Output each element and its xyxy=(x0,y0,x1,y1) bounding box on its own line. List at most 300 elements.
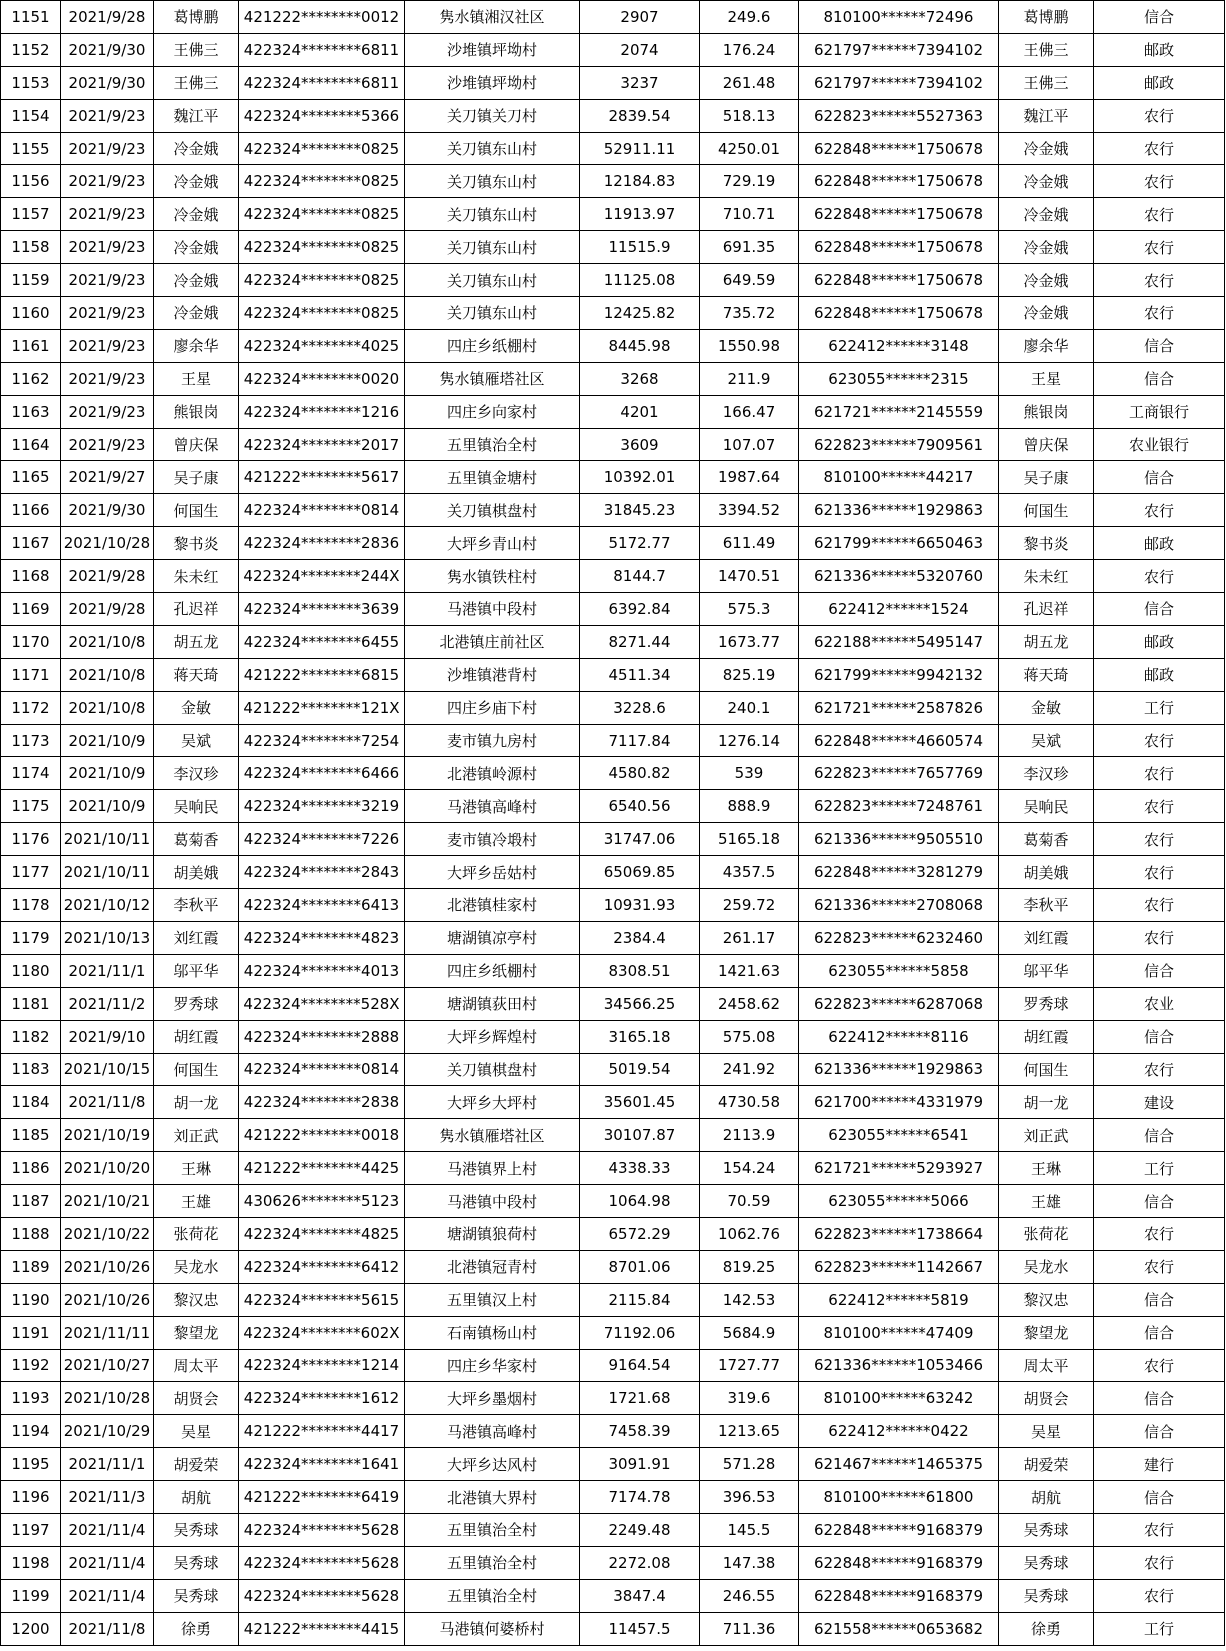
row-number-cell: 1190 xyxy=(1,1283,61,1316)
address-cell: 塘湖镇凉亭村 xyxy=(405,921,580,954)
table-row xyxy=(1,1,1225,34)
account-holder-cell: 周太平 xyxy=(999,1349,1094,1382)
table-row xyxy=(1,1152,1225,1185)
id-number-cell: 422324********0814 xyxy=(239,1053,405,1086)
account-number-cell: 623055******6541 xyxy=(799,1119,999,1152)
address-cell: 沙堆镇坪坳村 xyxy=(405,33,580,66)
amount-cell: 7117.84 xyxy=(580,724,700,757)
row-number-cell: 1177 xyxy=(1,856,61,889)
id-number-cell: 422324********5628 xyxy=(239,1513,405,1546)
bank-cell: 农行 xyxy=(1094,1053,1225,1086)
account-holder-cell: 胡爱荣 xyxy=(999,1448,1094,1481)
id-number-cell: 421222********4415 xyxy=(239,1612,405,1645)
subsidy-cell: 729.19 xyxy=(700,165,799,198)
subsidy-cell: 3394.52 xyxy=(700,494,799,527)
bank-cell: 工行 xyxy=(1094,1152,1225,1185)
account-number-cell: 622823******5527363 xyxy=(799,99,999,132)
account-holder-cell: 黎书炎 xyxy=(999,527,1094,560)
bank-cell: 农行 xyxy=(1094,297,1225,330)
amount-cell: 2115.84 xyxy=(580,1283,700,1316)
id-number-cell: 422324********1216 xyxy=(239,395,405,428)
date-cell: 2021/9/23 xyxy=(61,362,154,395)
account-number-cell: 621721******2145559 xyxy=(799,395,999,428)
table-row xyxy=(1,757,1225,790)
date-cell: 2021/10/20 xyxy=(61,1152,154,1185)
table-body xyxy=(1,1,1225,1646)
subsidy-cell: 70.59 xyxy=(700,1185,799,1218)
subsidy-cell: 241.92 xyxy=(700,1053,799,1086)
account-number-cell: 622848******9168379 xyxy=(799,1546,999,1579)
subsidy-cell: 710.71 xyxy=(700,198,799,231)
row-number-cell: 1183 xyxy=(1,1053,61,1086)
date-cell: 2021/10/26 xyxy=(61,1250,154,1283)
name-cell: 胡五龙 xyxy=(154,625,239,658)
id-number-cell: 422324********5615 xyxy=(239,1283,405,1316)
address-cell: 沙堆镇坪坳村 xyxy=(405,66,580,99)
account-number-cell: 621700******4331979 xyxy=(799,1086,999,1119)
bank-cell: 信合 xyxy=(1094,1283,1225,1316)
account-number-cell: 810100******63242 xyxy=(799,1382,999,1415)
subsidy-cell: 1213.65 xyxy=(700,1415,799,1448)
account-holder-cell: 胡航 xyxy=(999,1481,1094,1514)
id-number-cell: 422324********6811 xyxy=(239,33,405,66)
table-row xyxy=(1,625,1225,658)
id-number-cell: 422324********1641 xyxy=(239,1448,405,1481)
subsidy-cell: 575.3 xyxy=(700,593,799,626)
address-cell: 五里镇治全村 xyxy=(405,1579,580,1612)
table-row xyxy=(1,297,1225,330)
bank-cell: 信合 xyxy=(1094,1,1225,34)
address-cell: 北港镇岭源村 xyxy=(405,757,580,790)
name-cell: 胡一龙 xyxy=(154,1086,239,1119)
account-holder-cell: 吴子康 xyxy=(999,461,1094,494)
table-row xyxy=(1,264,1225,297)
row-number-cell: 1168 xyxy=(1,560,61,593)
bank-cell: 邮政 xyxy=(1094,33,1225,66)
bank-cell: 农行 xyxy=(1094,132,1225,165)
table-row xyxy=(1,1612,1225,1645)
subsidy-cell: 396.53 xyxy=(700,1481,799,1514)
date-cell: 2021/9/23 xyxy=(61,99,154,132)
date-cell: 2021/11/8 xyxy=(61,1612,154,1645)
subsidy-cell: 147.38 xyxy=(700,1546,799,1579)
table-row xyxy=(1,889,1225,922)
row-number-cell: 1181 xyxy=(1,987,61,1020)
date-cell: 2021/11/4 xyxy=(61,1513,154,1546)
amount-cell: 4511.34 xyxy=(580,658,700,691)
bank-cell: 工行 xyxy=(1094,691,1225,724)
account-holder-cell: 廖余华 xyxy=(999,329,1094,362)
subsidy-cell: 825.19 xyxy=(700,658,799,691)
address-cell: 麦市镇冷塅村 xyxy=(405,823,580,856)
id-number-cell: 422324********0825 xyxy=(239,165,405,198)
bank-cell: 邮政 xyxy=(1094,66,1225,99)
address-cell: 关刀镇关刀村 xyxy=(405,99,580,132)
table-row xyxy=(1,823,1225,856)
amount-cell: 2384.4 xyxy=(580,921,700,954)
table-row xyxy=(1,954,1225,987)
row-number-cell: 1178 xyxy=(1,889,61,922)
name-cell: 吴子康 xyxy=(154,461,239,494)
table-row xyxy=(1,1020,1225,1053)
date-cell: 2021/9/30 xyxy=(61,33,154,66)
subsidy-cell: 1276.14 xyxy=(700,724,799,757)
date-cell: 2021/10/9 xyxy=(61,757,154,790)
row-number-cell: 1175 xyxy=(1,790,61,823)
bank-cell: 农行 xyxy=(1094,1217,1225,1250)
id-number-cell: 422324********2888 xyxy=(239,1020,405,1053)
row-number-cell: 1171 xyxy=(1,658,61,691)
table-row xyxy=(1,461,1225,494)
account-holder-cell: 王星 xyxy=(999,362,1094,395)
amount-cell: 8445.98 xyxy=(580,329,700,362)
subsidy-cell: 261.48 xyxy=(700,66,799,99)
account-number-cell: 621336******9505510 xyxy=(799,823,999,856)
id-number-cell: 421222********0012 xyxy=(239,1,405,34)
amount-cell: 31747.06 xyxy=(580,823,700,856)
amount-cell: 6540.56 xyxy=(580,790,700,823)
row-number-cell: 1188 xyxy=(1,1217,61,1250)
account-number-cell: 622188******5495147 xyxy=(799,625,999,658)
id-number-cell: 422324********244X xyxy=(239,560,405,593)
id-number-cell: 422324********602X xyxy=(239,1316,405,1349)
date-cell: 2021/9/30 xyxy=(61,494,154,527)
table-row xyxy=(1,1382,1225,1415)
account-holder-cell: 冷金娥 xyxy=(999,165,1094,198)
row-number-cell: 1195 xyxy=(1,1448,61,1481)
account-holder-cell: 黎汉忠 xyxy=(999,1283,1094,1316)
subsidy-cell: 1421.63 xyxy=(700,954,799,987)
table-row xyxy=(1,1546,1225,1579)
row-number-cell: 1176 xyxy=(1,823,61,856)
id-number-cell: 422324********528X xyxy=(239,987,405,1020)
account-holder-cell: 吴斌 xyxy=(999,724,1094,757)
amount-cell: 3609 xyxy=(580,428,700,461)
subsidy-cell: 240.1 xyxy=(700,691,799,724)
account-holder-cell: 王雄 xyxy=(999,1185,1094,1218)
table-row xyxy=(1,428,1225,461)
table-row xyxy=(1,1119,1225,1152)
name-cell: 孔迟祥 xyxy=(154,593,239,626)
address-cell: 大坪乡达风村 xyxy=(405,1448,580,1481)
subsidy-cell: 166.47 xyxy=(700,395,799,428)
account-number-cell: 622823******7909561 xyxy=(799,428,999,461)
account-holder-cell: 罗秀球 xyxy=(999,987,1094,1020)
address-cell: 关刀镇东山村 xyxy=(405,132,580,165)
table-row xyxy=(1,1283,1225,1316)
date-cell: 2021/10/8 xyxy=(61,625,154,658)
amount-cell: 3847.4 xyxy=(580,1579,700,1612)
date-cell: 2021/11/2 xyxy=(61,987,154,1020)
date-cell: 2021/10/28 xyxy=(61,1382,154,1415)
address-cell: 隽水镇铁柱村 xyxy=(405,560,580,593)
row-number-cell: 1158 xyxy=(1,231,61,264)
account-number-cell: 621336******1053466 xyxy=(799,1349,999,1382)
address-cell: 塘湖镇狼荷村 xyxy=(405,1217,580,1250)
name-cell: 罗秀球 xyxy=(154,987,239,1020)
account-holder-cell: 熊银岗 xyxy=(999,395,1094,428)
bank-cell: 信合 xyxy=(1094,1119,1225,1152)
amount-cell: 11457.5 xyxy=(580,1612,700,1645)
bank-cell: 农业银行 xyxy=(1094,428,1225,461)
date-cell: 2021/10/26 xyxy=(61,1283,154,1316)
row-number-cell: 1167 xyxy=(1,527,61,560)
address-cell: 五里镇金塘村 xyxy=(405,461,580,494)
account-holder-cell: 王佛三 xyxy=(999,66,1094,99)
account-number-cell: 622848******9168379 xyxy=(799,1579,999,1612)
id-number-cell: 422324********4825 xyxy=(239,1217,405,1250)
row-number-cell: 1199 xyxy=(1,1579,61,1612)
account-number-cell: 622848******1750678 xyxy=(799,132,999,165)
account-holder-cell: 何国生 xyxy=(999,1053,1094,1086)
subsidy-cell: 518.13 xyxy=(700,99,799,132)
date-cell: 2021/9/27 xyxy=(61,461,154,494)
table-row xyxy=(1,1250,1225,1283)
amount-cell: 2839.54 xyxy=(580,99,700,132)
row-number-cell: 1170 xyxy=(1,625,61,658)
bank-cell: 农行 xyxy=(1094,494,1225,527)
amount-cell: 3091.91 xyxy=(580,1448,700,1481)
bank-cell: 农行 xyxy=(1094,724,1225,757)
address-cell: 北港镇大界村 xyxy=(405,1481,580,1514)
date-cell: 2021/9/10 xyxy=(61,1020,154,1053)
row-number-cell: 1184 xyxy=(1,1086,61,1119)
subsidy-cell: 611.49 xyxy=(700,527,799,560)
subsidy-cell: 1062.76 xyxy=(700,1217,799,1250)
date-cell: 2021/10/22 xyxy=(61,1217,154,1250)
id-number-cell: 422324********2843 xyxy=(239,856,405,889)
name-cell: 吴秀球 xyxy=(154,1513,239,1546)
account-holder-cell: 吴秀球 xyxy=(999,1546,1094,1579)
subsidy-cell: 571.28 xyxy=(700,1448,799,1481)
row-number-cell: 1194 xyxy=(1,1415,61,1448)
row-number-cell: 1169 xyxy=(1,593,61,626)
id-number-cell: 422324********0814 xyxy=(239,494,405,527)
address-cell: 马港镇界上村 xyxy=(405,1152,580,1185)
date-cell: 2021/10/8 xyxy=(61,691,154,724)
subsidy-cell: 261.17 xyxy=(700,921,799,954)
date-cell: 2021/9/23 xyxy=(61,395,154,428)
name-cell: 刘红霞 xyxy=(154,921,239,954)
row-number-cell: 1173 xyxy=(1,724,61,757)
account-number-cell: 622823******1738664 xyxy=(799,1217,999,1250)
date-cell: 2021/9/23 xyxy=(61,165,154,198)
table-row xyxy=(1,560,1225,593)
address-cell: 塘湖镇荻田村 xyxy=(405,987,580,1020)
name-cell: 王佛三 xyxy=(154,33,239,66)
account-holder-cell: 胡五龙 xyxy=(999,625,1094,658)
row-number-cell: 1179 xyxy=(1,921,61,954)
account-number-cell: 621336******1929863 xyxy=(799,1053,999,1086)
amount-cell: 4580.82 xyxy=(580,757,700,790)
bank-cell: 邮政 xyxy=(1094,625,1225,658)
id-number-cell: 421222********4417 xyxy=(239,1415,405,1448)
name-cell: 胡爱荣 xyxy=(154,1448,239,1481)
account-number-cell: 622412******8116 xyxy=(799,1020,999,1053)
name-cell: 冷金娥 xyxy=(154,198,239,231)
id-number-cell: 422324********0825 xyxy=(239,198,405,231)
id-number-cell: 422324********0020 xyxy=(239,362,405,395)
subsidy-cell: 2113.9 xyxy=(700,1119,799,1152)
name-cell: 冷金娥 xyxy=(154,231,239,264)
amount-cell: 11913.97 xyxy=(580,198,700,231)
account-number-cell: 810100******44217 xyxy=(799,461,999,494)
address-cell: 麦市镇九房村 xyxy=(405,724,580,757)
name-cell: 邬平华 xyxy=(154,954,239,987)
address-cell: 隽水镇雁塔社区 xyxy=(405,1119,580,1152)
name-cell: 吴星 xyxy=(154,1415,239,1448)
table-row xyxy=(1,362,1225,395)
subsidy-cell: 5165.18 xyxy=(700,823,799,856)
name-cell: 胡美娥 xyxy=(154,856,239,889)
bank-cell: 信合 xyxy=(1094,1382,1225,1415)
table-row xyxy=(1,231,1225,264)
amount-cell: 3268 xyxy=(580,362,700,395)
table-row xyxy=(1,921,1225,954)
date-cell: 2021/11/3 xyxy=(61,1481,154,1514)
account-number-cell: 622848******1750678 xyxy=(799,231,999,264)
account-holder-cell: 刘正武 xyxy=(999,1119,1094,1152)
table-row xyxy=(1,66,1225,99)
bank-cell: 工商银行 xyxy=(1094,395,1225,428)
subsidy-cell: 539 xyxy=(700,757,799,790)
row-number-cell: 1198 xyxy=(1,1546,61,1579)
account-number-cell: 810100******72496 xyxy=(799,1,999,34)
amount-cell: 1721.68 xyxy=(580,1382,700,1415)
bank-cell: 农业 xyxy=(1094,987,1225,1020)
subsidy-cell: 246.55 xyxy=(700,1579,799,1612)
amount-cell: 11125.08 xyxy=(580,264,700,297)
table-row xyxy=(1,329,1225,362)
table-row xyxy=(1,1185,1225,1218)
name-cell: 胡航 xyxy=(154,1481,239,1514)
bank-cell: 农行 xyxy=(1094,198,1225,231)
account-holder-cell: 金敏 xyxy=(999,691,1094,724)
account-holder-cell: 吴秀球 xyxy=(999,1513,1094,1546)
row-number-cell: 1174 xyxy=(1,757,61,790)
amount-cell: 8308.51 xyxy=(580,954,700,987)
table-row xyxy=(1,165,1225,198)
row-number-cell: 1161 xyxy=(1,329,61,362)
name-cell: 廖余华 xyxy=(154,329,239,362)
address-cell: 五里镇治全村 xyxy=(405,428,580,461)
account-number-cell: 622412******0422 xyxy=(799,1415,999,1448)
account-number-cell: 621797******7394102 xyxy=(799,66,999,99)
account-holder-cell: 魏江平 xyxy=(999,99,1094,132)
table-row xyxy=(1,494,1225,527)
table-row xyxy=(1,658,1225,691)
account-number-cell: 622412******3148 xyxy=(799,329,999,362)
address-cell: 石南镇杨山村 xyxy=(405,1316,580,1349)
date-cell: 2021/9/28 xyxy=(61,1,154,34)
table-row xyxy=(1,1217,1225,1250)
subsidy-cell: 649.59 xyxy=(700,264,799,297)
date-cell: 2021/9/23 xyxy=(61,264,154,297)
row-number-cell: 1189 xyxy=(1,1250,61,1283)
name-cell: 蒋天琦 xyxy=(154,658,239,691)
row-number-cell: 1186 xyxy=(1,1152,61,1185)
date-cell: 2021/9/28 xyxy=(61,560,154,593)
account-holder-cell: 胡一龙 xyxy=(999,1086,1094,1119)
row-number-cell: 1166 xyxy=(1,494,61,527)
account-number-cell: 621799******6650463 xyxy=(799,527,999,560)
account-holder-cell: 黎望龙 xyxy=(999,1316,1094,1349)
row-number-cell: 1192 xyxy=(1,1349,61,1382)
address-cell: 北港镇桂家村 xyxy=(405,889,580,922)
bank-cell: 农行 xyxy=(1094,231,1225,264)
address-cell: 关刀镇东山村 xyxy=(405,231,580,264)
name-cell: 葛菊香 xyxy=(154,823,239,856)
account-holder-cell: 吴秀球 xyxy=(999,1579,1094,1612)
name-cell: 何国生 xyxy=(154,494,239,527)
amount-cell: 4338.33 xyxy=(580,1152,700,1185)
subsidy-cell: 691.35 xyxy=(700,231,799,264)
address-cell: 大坪乡大坪村 xyxy=(405,1086,580,1119)
account-number-cell: 623055******2315 xyxy=(799,362,999,395)
subsidy-cell: 2458.62 xyxy=(700,987,799,1020)
amount-cell: 6572.29 xyxy=(580,1217,700,1250)
address-cell: 关刀镇东山村 xyxy=(405,165,580,198)
account-number-cell: 621467******1465375 xyxy=(799,1448,999,1481)
table-row xyxy=(1,1481,1225,1514)
row-number-cell: 1196 xyxy=(1,1481,61,1514)
amount-cell: 12184.83 xyxy=(580,165,700,198)
bank-cell: 信合 xyxy=(1094,1185,1225,1218)
amount-cell: 10392.01 xyxy=(580,461,700,494)
amount-cell: 65069.85 xyxy=(580,856,700,889)
name-cell: 葛博鹏 xyxy=(154,1,239,34)
name-cell: 冷金娥 xyxy=(154,132,239,165)
subsidy-cell: 819.25 xyxy=(700,1250,799,1283)
name-cell: 冷金娥 xyxy=(154,297,239,330)
name-cell: 吴龙水 xyxy=(154,1250,239,1283)
address-cell: 四庄乡向家村 xyxy=(405,395,580,428)
subsidy-cell: 5684.9 xyxy=(700,1316,799,1349)
account-holder-cell: 冷金娥 xyxy=(999,231,1094,264)
address-cell: 马港镇高峰村 xyxy=(405,790,580,823)
bank-cell: 信合 xyxy=(1094,1481,1225,1514)
bank-cell: 信合 xyxy=(1094,362,1225,395)
account-holder-cell: 刘红霞 xyxy=(999,921,1094,954)
account-number-cell: 622848******1750678 xyxy=(799,264,999,297)
name-cell: 吴秀球 xyxy=(154,1546,239,1579)
id-number-cell: 422324********7254 xyxy=(239,724,405,757)
id-number-cell: 430626********5123 xyxy=(239,1185,405,1218)
row-number-cell: 1152 xyxy=(1,33,61,66)
date-cell: 2021/11/11 xyxy=(61,1316,154,1349)
account-holder-cell: 蒋天琦 xyxy=(999,658,1094,691)
table-row xyxy=(1,1579,1225,1612)
id-number-cell: 422324********6466 xyxy=(239,757,405,790)
table-row xyxy=(1,1349,1225,1382)
amount-cell: 5172.77 xyxy=(580,527,700,560)
account-number-cell: 622848******1750678 xyxy=(799,198,999,231)
account-holder-cell: 李秋平 xyxy=(999,889,1094,922)
bank-cell: 农行 xyxy=(1094,856,1225,889)
account-number-cell: 621558******0653682 xyxy=(799,1612,999,1645)
row-number-cell: 1155 xyxy=(1,132,61,165)
bank-cell: 农行 xyxy=(1094,264,1225,297)
account-holder-cell: 冷金娥 xyxy=(999,198,1094,231)
amount-cell: 4201 xyxy=(580,395,700,428)
account-number-cell: 622848******1750678 xyxy=(799,165,999,198)
account-holder-cell: 吴龙水 xyxy=(999,1250,1094,1283)
account-holder-cell: 冷金娥 xyxy=(999,132,1094,165)
table-row xyxy=(1,593,1225,626)
account-holder-cell: 胡红霞 xyxy=(999,1020,1094,1053)
amount-cell: 3228.6 xyxy=(580,691,700,724)
subsidy-cell: 154.24 xyxy=(700,1152,799,1185)
